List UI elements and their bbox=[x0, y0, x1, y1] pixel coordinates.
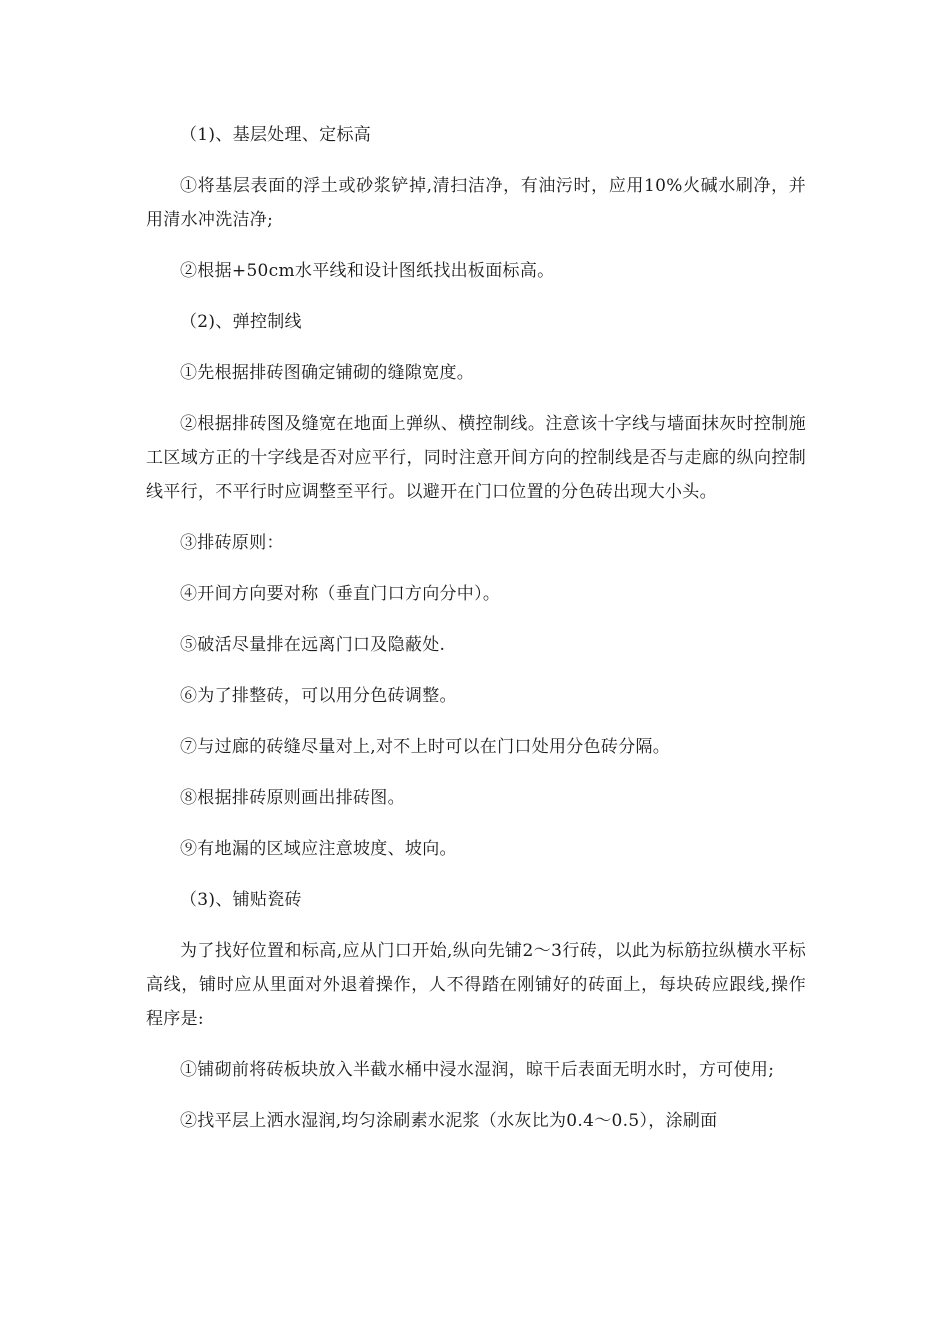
paragraph: ⑦与过廊的砖缝尽量对上,对不上时可以在门口处用分色砖分隔。 bbox=[180, 737, 671, 757]
paragraph: ⑧根据排砖原则画出排砖图。 bbox=[180, 788, 405, 808]
document-body bbox=[146, 118, 806, 1155]
paragraph: ⑨有地漏的区域应注意坡度、坡向。 bbox=[180, 839, 457, 859]
paragraph: 为了找好位置和标高,应从门口开始,纵向先铺2～3行砖，以此为标筋拉纵横水平标高线，铺时应从里面对外退着操作，人不得踏在刚铺好的砖面上，每块砖应跟线,操作程序是: bbox=[146, 941, 806, 1029]
paragraph: ③排砖原则： bbox=[180, 533, 284, 553]
paragraph: ①将基层表面的浮土或砂浆铲掉,清扫洁净，有油污时，应用10%火碱水刷净，并用清水冲洗洁净; bbox=[146, 176, 806, 230]
paragraph: ⑤破活尽量排在远离门口及隐蔽处. bbox=[180, 635, 446, 655]
paragraph: ①铺砌前将砖板块放入半截水桶中浸水湿润，晾干后表面无明水时，方可使用; bbox=[180, 1060, 775, 1080]
paragraph: ⑥为了排整砖，可以用分色砖调整。 bbox=[180, 686, 457, 706]
section-heading-1: （1)、基层处理、定标高 bbox=[180, 125, 372, 145]
paragraph: ②找平层上洒水湿润,均匀涂刷素水泥浆（水灰比为0.4～0.5），涂刷面 bbox=[180, 1111, 718, 1131]
section-heading-3: （3)、铺贴瓷砖 bbox=[180, 890, 302, 910]
paragraph: ④开间方向要对称（垂直门口方向分中）。 bbox=[180, 584, 501, 604]
paragraph: ②根据+50cm水平线和设计图纸找出板面标高。 bbox=[180, 261, 555, 281]
section-heading-2: （2)、弹控制线 bbox=[180, 312, 302, 332]
paragraph: ②根据排砖图及缝宽在地面上弹纵、横控制线。注意该十字线与墙面抹灰时控制施工区域方正的十字线是否对应平行，同时注意开间方向的控制线是否与走廊的纵向控制线平行，不平行时应调整至平行。以避开在门口位置的分色砖出现大小头。 bbox=[146, 414, 806, 502]
paragraph: ①先根据排砖图确定铺砌的缝隙宽度。 bbox=[180, 363, 475, 383]
